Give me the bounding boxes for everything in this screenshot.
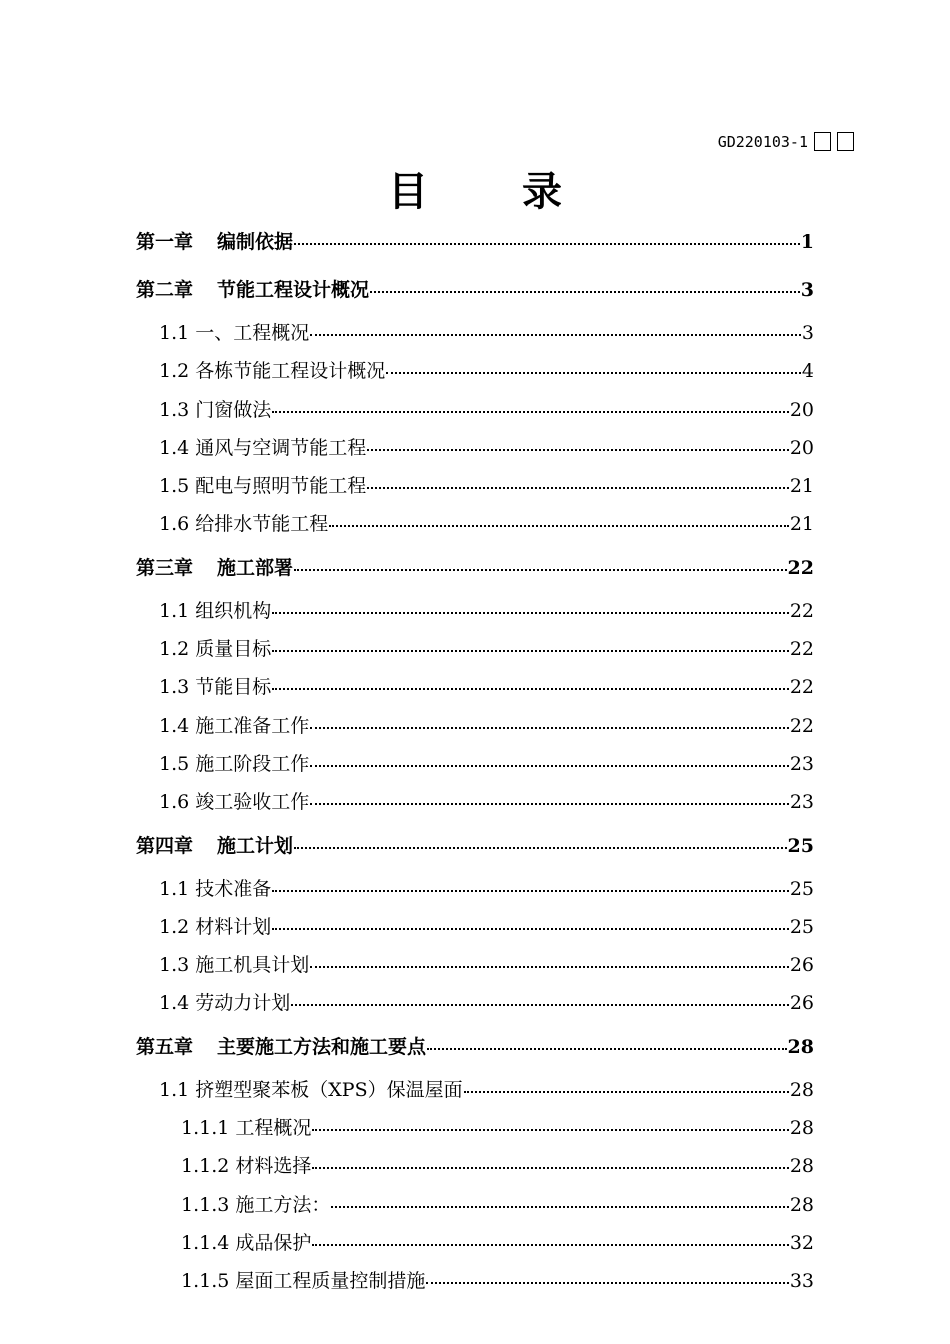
toc-entry-text: 材料计划 [195,915,272,938]
toc-entry-label [159,707,309,745]
toc-dot-leader [426,1282,788,1284]
toc-entry-text: 竣工验收工作 [195,791,310,814]
toc-page-number: 22 [789,714,814,737]
toc-page-number: 28 [789,1155,814,1178]
toc-entry-label [181,1224,311,1262]
toc-section-entry[interactable] [136,314,814,352]
toc-page-number: 22 [789,638,814,661]
toc-entry-label [159,429,366,467]
toc-entry-label [181,1109,311,1147]
toc-entry-label [136,218,293,266]
toc-entry-number: 1.1 [159,322,190,344]
toc-entry-label [136,1023,426,1071]
toc-entry-label [159,745,309,783]
toc-entry-text: 施工方法： [235,1193,331,1216]
toc-section-entry[interactable] [136,630,814,668]
toc-dot-leader [427,1048,787,1050]
toc-chapter-entry[interactable] [136,218,814,266]
toc-section-entry[interactable] [136,592,814,630]
toc-section-entry[interactable] [136,391,814,429]
toc-page-number: 33 [789,1270,814,1293]
toc-page-number: 20 [789,398,814,421]
toc-chapter-entry[interactable] [136,822,814,870]
toc-page-number: 28 [789,1117,814,1140]
toc-entry-text: 一、工程概况 [195,322,310,344]
toc-chapter-entry[interactable] [136,1023,814,1071]
toc-entry-label [136,822,293,870]
toc-entry-text: 通风与空调节能工程 [195,436,367,459]
toc-page-number: 26 [789,992,814,1015]
toc-page-number: 22 [789,599,814,622]
toc-page-number: 3 [800,279,814,301]
toc-entry-text: 劳动力计划 [195,992,291,1015]
toc-entry-text: 节能工程设计概况 [217,279,370,301]
toc-page-number: 28 [789,1078,814,1101]
toc-page-number: 28 [789,1193,814,1216]
toc-entry-label [159,668,271,706]
toc-entry-number: 第一章 [136,231,194,253]
toc-entry-label [159,592,271,630]
toc-dot-leader [312,1167,788,1169]
toc-page-number: 4 [801,360,814,383]
toc-dot-leader [464,1091,789,1093]
toc-section-entry[interactable] [136,908,814,946]
toc-dot-leader [310,803,789,805]
toc-entry-number: 1.6 [159,513,190,536]
checkbox-square-icon [814,132,831,151]
toc-section-entry[interactable] [136,1071,814,1109]
toc-section-entry[interactable] [136,352,814,390]
toc-entry-text: 组织机构 [195,599,272,622]
toc-dot-leader [370,291,800,293]
toc-entry-text: 成品保护 [235,1231,312,1254]
toc-page-number: 25 [787,834,814,857]
toc-page-number: 22 [789,676,814,699]
toc-entry-number: 第五章 [136,1035,194,1058]
toc-entry-text: 门窗做法 [195,398,272,421]
toc-section-entry[interactable] [136,1186,814,1224]
toc-entry-text: 挤塑型聚苯板（XPS）保温屋面 [195,1078,463,1101]
toc-dot-leader [329,525,789,527]
toc-page-number: 25 [789,877,814,900]
toc-section-entry[interactable] [136,946,814,984]
toc-entry-label [159,946,309,984]
toc-section-entry[interactable] [136,467,814,505]
toc-dot-leader [310,765,789,767]
toc-dot-leader [367,487,789,489]
toc-entry-text: 各栋节能工程设计概况 [195,360,386,383]
toc-page-number: 25 [789,915,814,938]
toc-dot-leader [310,334,801,336]
toc-entry-number: 1.5 [159,752,190,775]
toc-entry-number: 1.1.5 [181,1270,230,1293]
toc-dot-leader [272,612,789,614]
toc-entry-number: 1.2 [159,638,190,661]
toc-entry-label [136,266,369,314]
toc-chapter-entry[interactable] [136,544,814,592]
toc-entry-number: 1.6 [159,791,190,814]
toc-entry-label [159,352,385,390]
toc-dot-leader [310,966,789,968]
toc-entry-number: 1.4 [159,992,190,1015]
toc-page-number: 26 [789,954,814,977]
toc-entry-label [181,1186,330,1224]
document-code-text: GD220103-1 [717,132,808,151]
toc-entry-text: 主要施工方法和施工要点 [217,1035,427,1058]
toc-entry-text: 施工阶段工作 [195,752,310,775]
toc-entry-label [159,1071,463,1109]
toc-dot-leader [294,243,800,245]
toc-entry-label [159,467,366,505]
table-of-contents [136,218,814,1301]
toc-section-entry[interactable] [136,1147,814,1185]
toc-page-number: 32 [789,1231,814,1254]
toc-page-number: 23 [789,752,814,775]
toc-entry-text: 节能目标 [195,676,272,699]
toc-dot-leader [310,727,789,729]
toc-entry-text: 质量目标 [195,638,272,661]
toc-entry-label [136,544,293,592]
toc-entry-number: 1.1 [159,1078,190,1101]
toc-entry-label [181,1262,425,1300]
toc-entry-text: 材料选择 [235,1155,312,1178]
toc-page-number: 1 [800,231,814,253]
toc-entry-text: 工程概况 [235,1117,312,1140]
toc-entry-label [159,783,309,821]
toc-section-entry[interactable] [136,1224,814,1262]
toc-section-entry[interactable] [136,870,814,908]
toc-section-entry[interactable] [136,505,814,543]
toc-entry-number: 1.1.3 [181,1193,230,1216]
toc-dot-leader [272,928,789,930]
toc-entry-text: 编制依据 [217,231,294,253]
toc-section-entry[interactable] [136,1109,814,1147]
toc-entry-label [159,908,271,946]
toc-entry-number: 第三章 [136,556,194,579]
toc-entry-text: 施工机具计划 [195,954,310,977]
toc-entry-number: 1.1.1 [181,1117,230,1140]
toc-entry-number: 1.4 [159,714,190,737]
toc-dot-leader [272,411,789,413]
toc-dot-leader [291,1004,789,1006]
toc-dot-leader [272,890,789,892]
toc-entry-text: 施工部署 [217,556,294,579]
toc-dot-leader [367,449,789,451]
toc-entry-label [159,630,271,668]
toc-page-number: 28 [787,1035,814,1058]
toc-section-entry[interactable] [136,429,814,467]
toc-entry-number: 1.1 [159,599,190,622]
toc-entry-label [181,1147,311,1185]
toc-entry-number: 第二章 [136,279,194,301]
toc-entry-text: 技术准备 [195,877,272,900]
toc-dot-leader [386,372,801,374]
toc-entry-number: 1.3 [159,676,190,699]
toc-entry-number: 1.3 [159,398,190,421]
toc-entry-number: 1.1 [159,877,190,900]
toc-section-entry[interactable] [136,783,814,821]
toc-entry-number: 1.2 [159,360,190,383]
toc-entry-label [159,391,271,429]
toc-page-number: 21 [789,475,814,498]
toc-section-entry[interactable] [136,707,814,745]
toc-page-number: 20 [789,436,814,459]
toc-dot-leader [294,569,787,571]
toc-page-number: 21 [789,513,814,536]
toc-entry-text: 给排水节能工程 [195,513,329,536]
toc-dot-leader [312,1129,788,1131]
toc-entry-number: 1.3 [159,954,190,977]
toc-entry-number: 1.1.2 [181,1155,230,1178]
toc-dot-leader [312,1244,788,1246]
toc-dot-leader [331,1206,788,1208]
toc-entry-text: 施工计划 [217,834,294,857]
toc-section-entry[interactable] [136,984,814,1022]
toc-section-entry[interactable] [136,1262,814,1300]
page-title: 目 录 [388,168,602,215]
toc-entry-number: 1.4 [159,436,190,459]
toc-entry-label [159,870,271,908]
toc-chapter-entry[interactable] [136,266,814,314]
toc-section-entry[interactable] [136,745,814,783]
checkbox-square-icon [837,132,854,151]
toc-entry-text: 施工准备工作 [195,714,310,737]
toc-page-number: 22 [787,556,814,579]
toc-section-entry[interactable] [136,668,814,706]
toc-entry-number: 第四章 [136,834,194,857]
toc-dot-leader [272,650,789,652]
toc-entry-text: 配电与照明节能工程 [195,475,367,498]
toc-entry-text: 屋面工程质量控制措施 [235,1270,426,1293]
toc-page-number: 3 [801,322,814,344]
document-code [718,132,854,151]
toc-entry-label [159,505,328,543]
toc-dot-leader [294,847,787,849]
toc-entry-number: 1.5 [159,475,190,498]
toc-entry-number: 1.1.4 [181,1231,230,1254]
toc-dot-leader [272,688,789,690]
toc-page-number: 23 [789,791,814,814]
toc-entry-label [159,314,309,352]
toc-entry-number: 1.2 [159,915,190,938]
toc-entry-label [159,984,290,1022]
